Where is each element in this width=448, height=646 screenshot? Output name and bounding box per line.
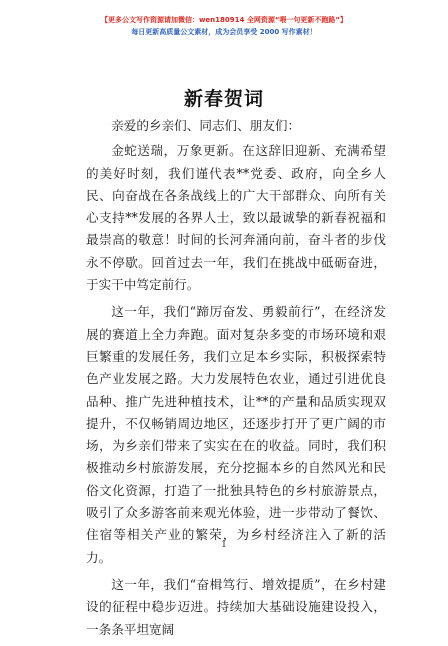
- paragraph-1: 金蛇送瑞，万象更新。在这辞旧迎新、充满希望的美好时刻，我们谨代表**党委、政府，向全乡人民、向奋战在各条战线上的广大干部群众、向所有关心支持**发展的各界人士，致以最诚挚的新春祝福和最崇高的敬意！时间的长河奔涌向前，奋斗者的步伐永不停歇。回首过去一年，我们在挑战中砥砺奋进，于实干中笃定前行。: [86, 143, 386, 293]
- promo-banner-line-1: 【更多公文写作资源请加微信：wen180914 全网资源“喂一句更新不跑路”】: [100, 16, 348, 24]
- page-number: 1: [221, 540, 227, 550]
- greeting-line: 亲爱的乡亲们、同志们、朋友们：: [111, 118, 301, 133]
- document-title: 新春贺词: [183, 88, 264, 110]
- paragraph-3: 这一年，我们“奋楫笃行、增效提质”，在乡村建设的征程中稳步迈进。持续加大基础设施建设投入，一条条平坦宽阔: [86, 576, 386, 637]
- promo-banner: [0, 14, 448, 38]
- paragraph-2: 这一年，我们“蹄厉奋发、勇毅前行”，在经济发展的赛道上全力奔跑。面对复杂多变的市场环境和艰巨繁重的发展任务，我们立足本乡实际，积极探索特色产业发展之路。大力发展特色农业，通过引进优良品种、推广先进种植技术，让**的产量和品质实现双提升，不仅畅销周边地区，还逐步打开了更广阔的市场，为乡亲们带来了实实在在的收益。同时，我们积极推动乡村旅游发展，充分挖掘本乡的自然风光和民俗文化资源，打造了一批独具特色的乡村旅游景点，吸引了众多游客前来观光体验，进一步带动了餐饮、住宿等相关产业的繁荣，为乡村经济注入了新的活力。: [86, 304, 386, 565]
- document-body: [86, 115, 386, 646]
- promo-banner-line-2: 每日更新高质量公文素材，成为会员享受 2000 写作素材！: [131, 28, 317, 36]
